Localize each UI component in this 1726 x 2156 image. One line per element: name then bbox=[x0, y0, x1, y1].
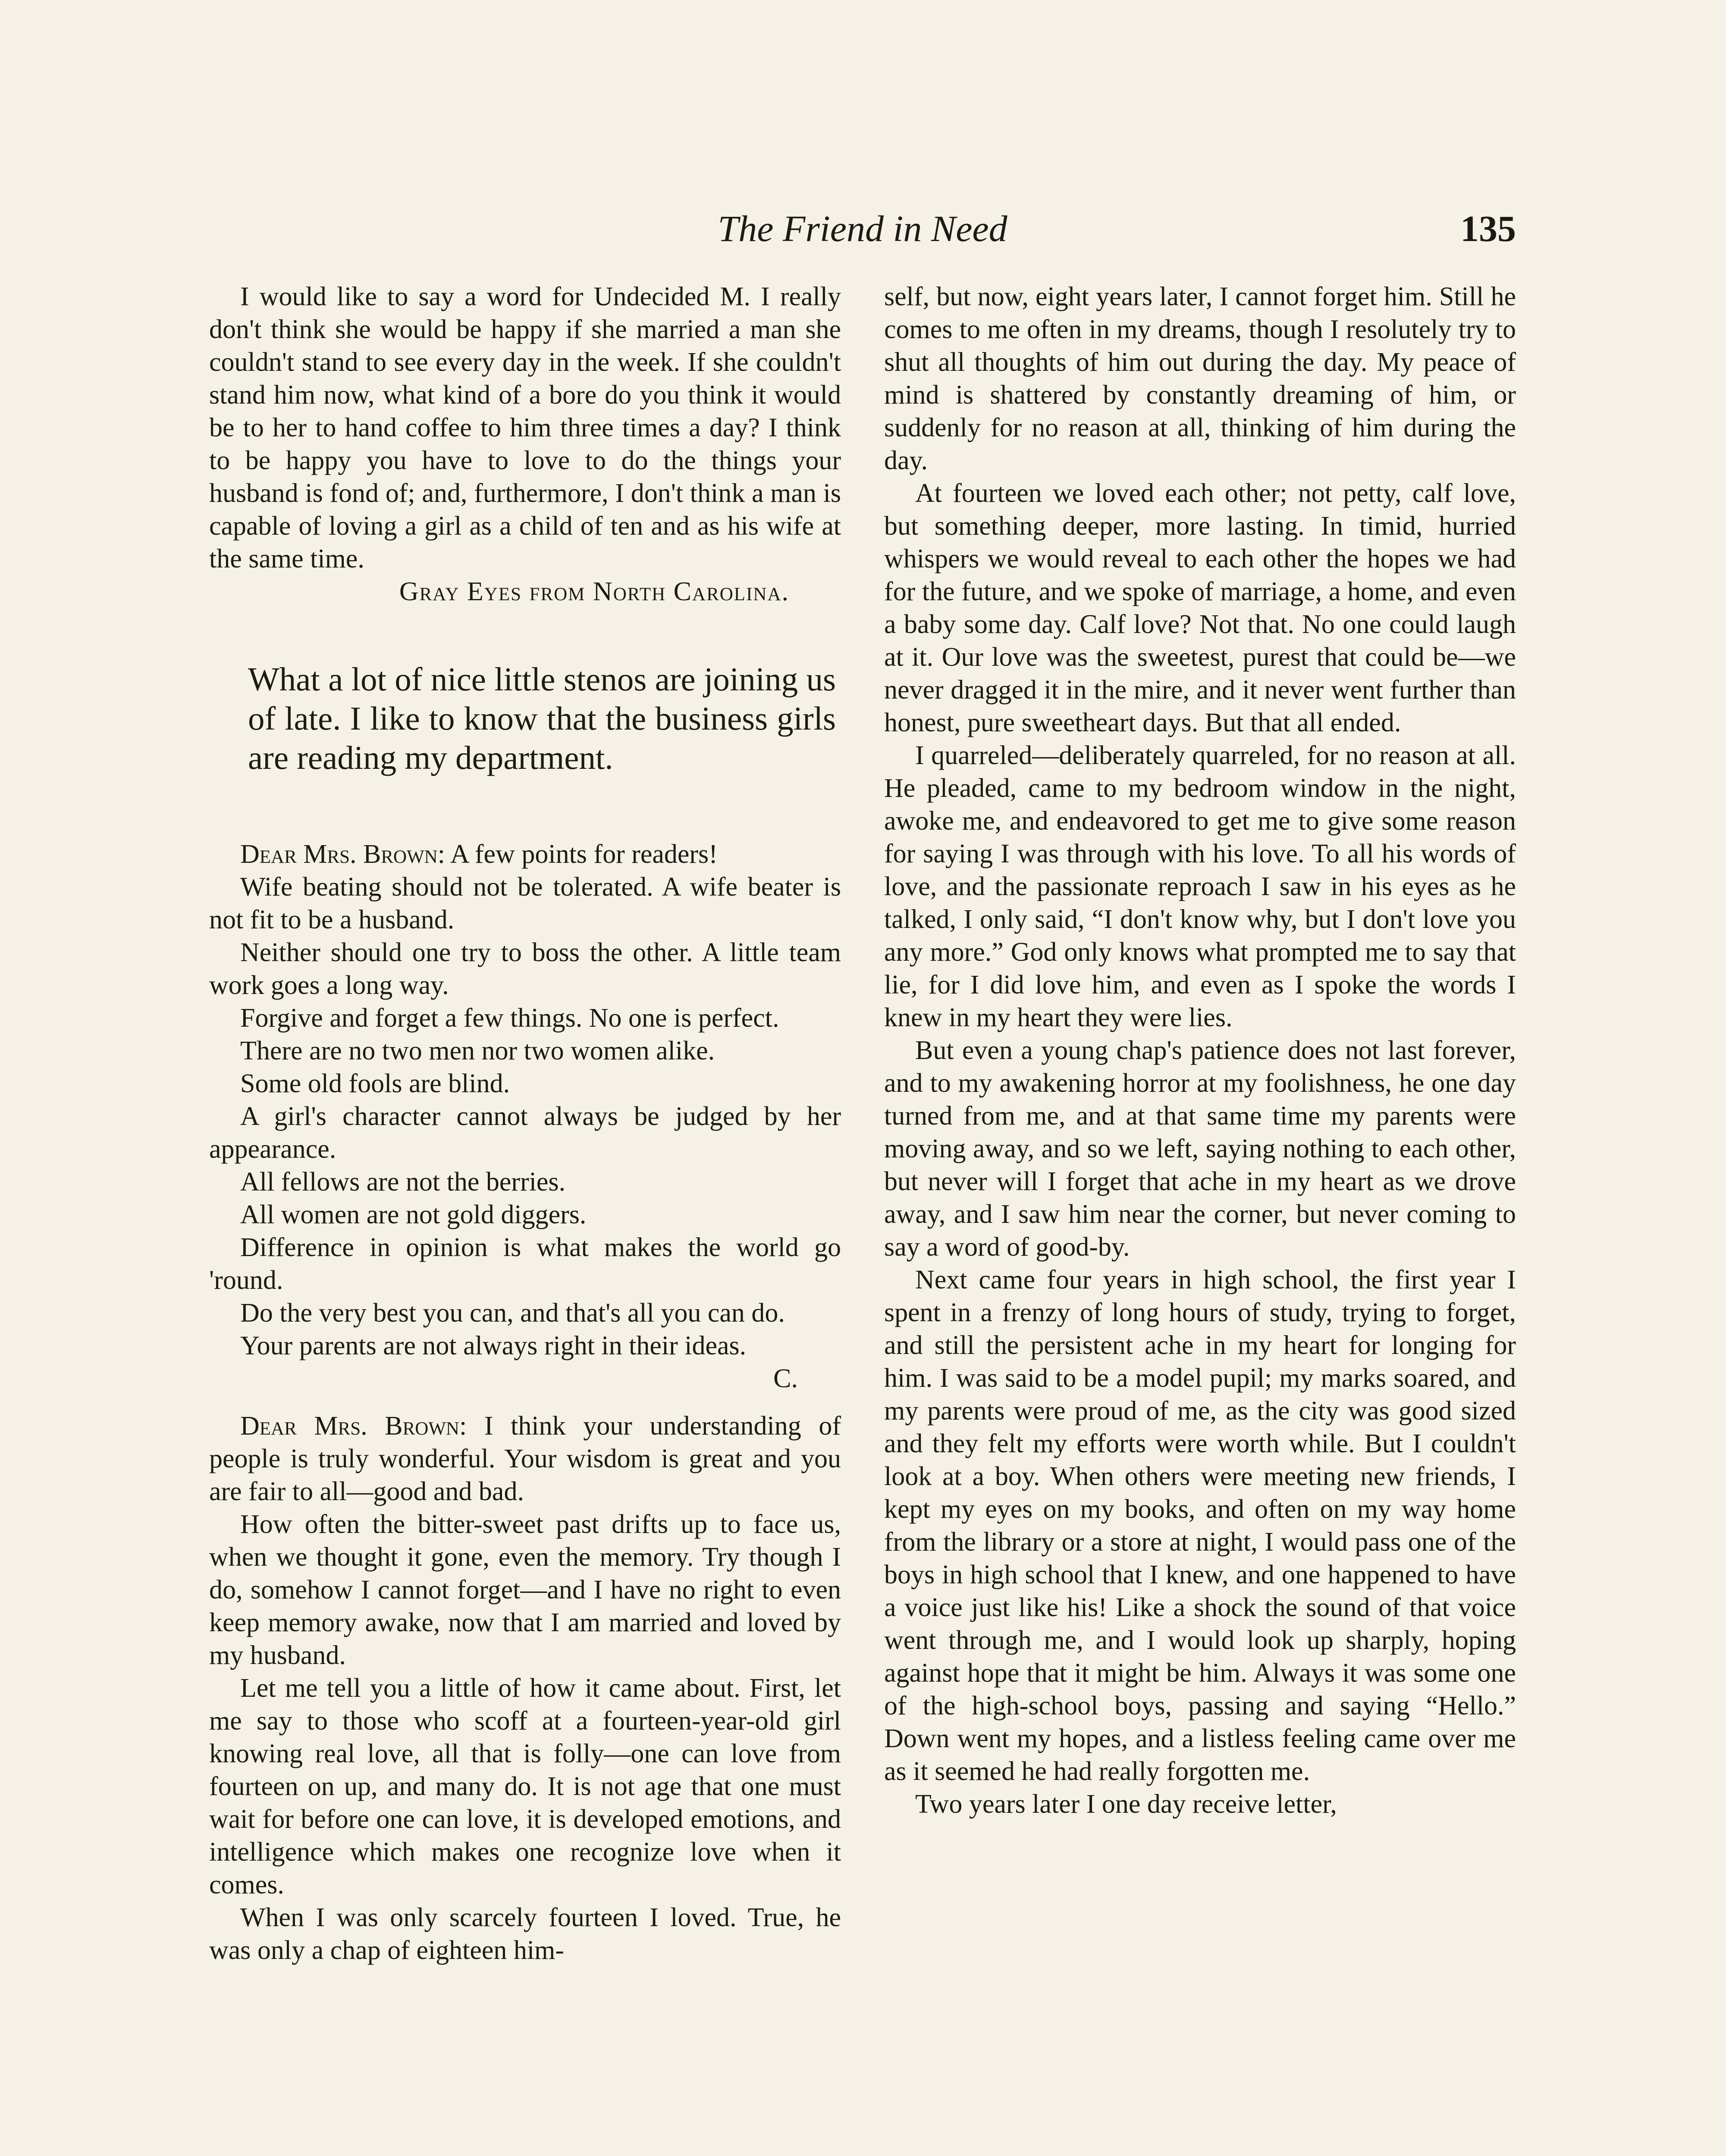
letter-paragraph: When I was only scarcely fourteen I loved. True, he was only a chap of eighteen him- bbox=[209, 1903, 841, 1965]
letter-point: Wife beating should not be tolerated. A wife beater is not fit to be a husband. bbox=[209, 872, 841, 934]
page-number: 135 bbox=[1460, 208, 1516, 249]
letter-point: Do the very best you can, and that's all you can do. bbox=[240, 1298, 785, 1328]
editor-note: What a lot of nice little stenos are joining us of late. I like to know that the business girls are reading my department. bbox=[248, 661, 836, 776]
page-title: The Friend in Need bbox=[718, 208, 1007, 249]
letter-signature-c: C. bbox=[773, 1364, 798, 1393]
letter-point: A girl's character cannot always be judged by her appearance. bbox=[209, 1102, 841, 1164]
letter-paragraph: Two years later I one day receive letter, bbox=[915, 1789, 1337, 1819]
letter-point: All women are not gold diggers. bbox=[240, 1200, 587, 1229]
letter-point: All fellows are not the berries. bbox=[240, 1167, 566, 1197]
letter-opening-text: I think your understanding of people is truly wonderful. Your wisdom is great and you are fair to all—good and bad. bbox=[209, 1411, 841, 1506]
letter-point: Neither should one try to boss the other. A little team work goes a long way. bbox=[209, 938, 841, 1000]
letter-point: Some old fools are blind. bbox=[240, 1069, 510, 1098]
letter-opening bbox=[209, 838, 841, 871]
letter-point-text: Your parents are not always right in their ideas. bbox=[240, 1331, 747, 1360]
letter-paragraph: Let me tell you a little of how it came about. First, let me say to those who scoff at a fourteen-year-old girl knowing real love, all that is folly—one can love from fourteen on up, and many do. It is not age that one must wait for before one can love, it is developed emotions, and intelligence which makes one recognize love when it comes. bbox=[209, 1673, 841, 1899]
letter-signature: Gray Eyes from North Carolina. bbox=[399, 577, 789, 606]
left-column bbox=[209, 280, 841, 1967]
letter-continuation: self, but now, eight years later, I cannot forget him. Still he comes to me often in my dreams, though I resolutely try to shut all thoughts of him out during the day. My peace of mind is shattered by constantly dreaming of him, or suddenly for no reason at all, thinking of him during the day. bbox=[884, 282, 1516, 475]
letter-paragraph: At fourteen we loved each other; not petty, calf love, but something deeper, more lasting. In timid, hurried whispers we would reveal to each other the hopes we had for the future, and we spoke of marriage, a home, and even a baby some day. Calf love? Not that. No one could laugh at it. Our love was the sweetest, purest that could be—we never dragged it in the mire, and it never went further than honest, pure sweetheart days. But that all ended. bbox=[884, 479, 1516, 737]
right-column bbox=[884, 280, 1516, 1821]
letter-paragraph: But even a young chap's patience does not last forever, and to my awakening horror at my foolishness, he one day turned from me, and at that same time my parents were moving away, and so we left, saying nothing to each other, but never will I forget that ache in my heart as we drove away, and I saw him near the corner, but never coming to say a word of good-by. bbox=[884, 1036, 1516, 1262]
letter-paragraph: I would like to say a word for Undecided M. I really don't think she would be happy if she married a man she couldn't stand to see every day in the week. If she couldn't stand him now, what kind of a bore do you think it would be to her to hand coffee to him three times a day? I think to be happy you have to love to do the things your husband is fond of; and, furthermore, I don't think a man is capable of loving a girl as a child of ten and as his wife at the same time. bbox=[209, 282, 841, 573]
letter-opening-text: A few points for readers! bbox=[450, 840, 718, 869]
salutation: Dear Mrs. Brown: bbox=[240, 840, 445, 869]
letter-point: Difference in opinion is what makes the world go 'round. bbox=[209, 1233, 841, 1295]
letter-opening bbox=[209, 1410, 841, 1508]
letter-paragraph: How often the bitter-sweet past drifts up to face us, when we thought it gone, even the memory. Try though I do, somehow I cannot forget—and I have no right to even keep memory awake, now that I am married and loved by my husband. bbox=[209, 1510, 841, 1670]
letter-point: There are no two men nor two women alike. bbox=[240, 1036, 715, 1065]
salutation: Dear Mrs. Brown: bbox=[240, 1411, 467, 1441]
letter-point-last bbox=[209, 1329, 841, 1393]
letter-paragraph: I quarreled—deliberately quarreled, for no reason at all. He pleaded, came to my bedroom window in the night, awoke me, and endeavored to get me to give some reason for saying I was through with his love. To all his words of love, and the passionate reproach I saw in his eyes as he talked, I only said, “I don't know why, but I don't love you any more.” God only knows what prompted me to say that lie, for I did love him, and even as I spoke the words I knew in my heart they were lies. bbox=[884, 741, 1516, 1032]
letter-paragraph: Next came four years in high school, the first year I spent in a frenzy of long hours of study, trying to forget, and still the persistent ache in my heart for longing for him. I was said to be a model pupil; my marks soared, and my parents were proud of me, as the city was good sized and they felt my efforts were worth while. But I couldn't look at a boy. When others were meeting new friends, I kept my eyes on my books, and often on my way home from the library or a store at night, I would pass one of the boys in high school that I knew, and one happened to have a voice just like his! Like a shock the sound of that voice went through me, and I would look up sharply, hoping against hope that it might be him. Always it was some one of the high-school boys, passing and saying “Hello.” Down went my hopes, and a listless feeling came over me as it seemed he had really forgotten me. bbox=[884, 1265, 1516, 1786]
letter-point: Forgive and forget a few things. No one is perfect. bbox=[240, 1003, 779, 1033]
running-head bbox=[209, 196, 1516, 261]
